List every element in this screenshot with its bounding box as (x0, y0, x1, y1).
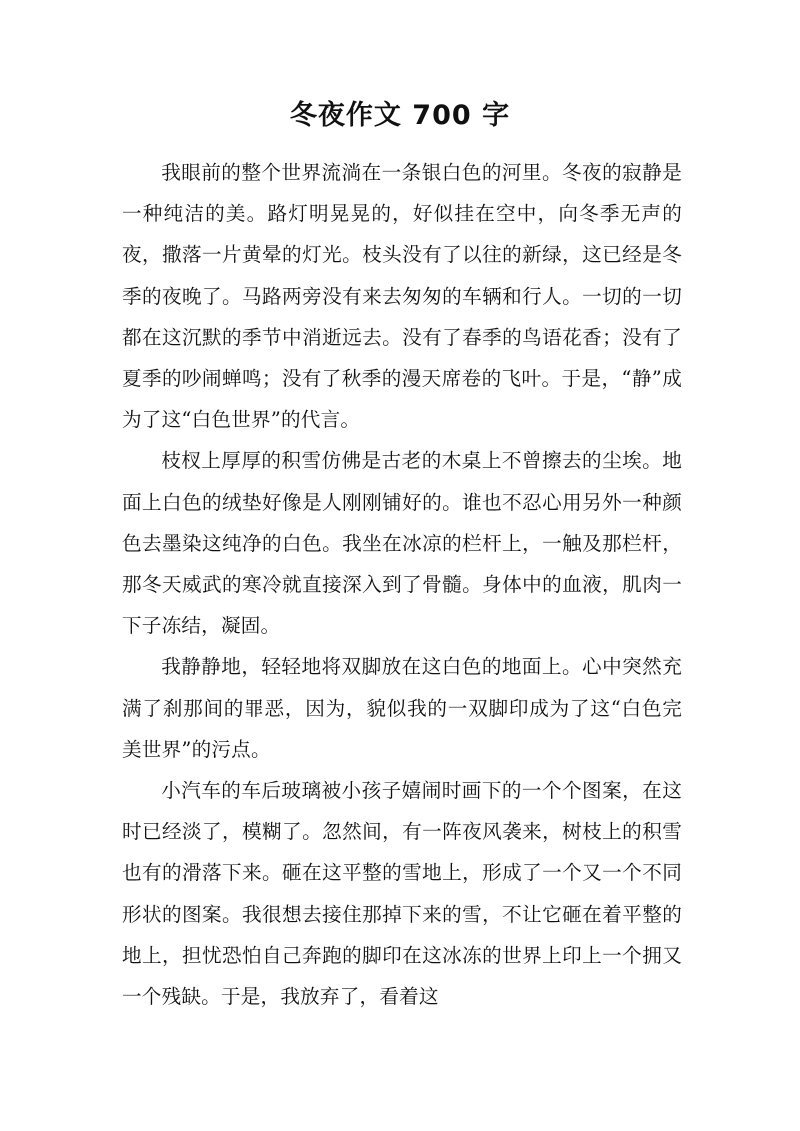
page-title: 冬夜作文 700 字 (289, 100, 511, 131)
essay-body (122, 152, 682, 1017)
paragraph-4: 小汽车的车后玻璃被小孩子嬉闹时画下的一个个图案，在这时已经淡了，模糊了。忽然间，有一阵夜风袭来，树枝上的积雪也有的滑落下来。砸在这平整的雪地上，形成了一个又一个不同形状的图案。我很想去接住那掉下来的雪，不让它砸在着平整的地上，担忧恐怕自己奔跑的脚印在这冰冻的世界上印上一个拥又一个残缺。于是，我放弃了，看着这 (122, 779, 682, 1009)
paragraph-3: 我静静地，轻轻地将双脚放在这白色的地面上。心中突然充满了刹那间的罪恶，因为，貌似我的一双脚印成为了这“白色完美世界”的污点。 (122, 655, 682, 761)
paragraph-2: 枝杈上厚厚的积雪仿佛是古老的木桌上不曾擦去的尘埃。地面上白色的绒垫好像是人刚刚铺好的。谁也不忍心用另外一种颜色去墨染这纯净的白色。我坐在冰凉的栏杆上，一触及那栏杆，那冬天威武的寒冷就直接深入到了骨髓。身体中的血液，肌肉一下子冻结，凝固。 (122, 449, 682, 638)
paragraph-1: 我眼前的整个世界流淌在一条银白色的河里。冬夜的寂静是一种纯洁的美。路灯明晃晃的，好似挂在空中，向冬季无声的夜，撒落一片黄晕的灯光。枝头没有了以往的新绿，这已经是冬季的夜晚了。马路两旁没有来去匆匆的车辆和行人。一切的一切都在这沉默的季节中消逝远去。没有了春季的鸟语花香；没有了夏季的吵闹蝉鸣；没有了秋季的漫天席卷的飞叶。于是，“静”成为了这“白色世界”的代言。 (122, 161, 682, 432)
